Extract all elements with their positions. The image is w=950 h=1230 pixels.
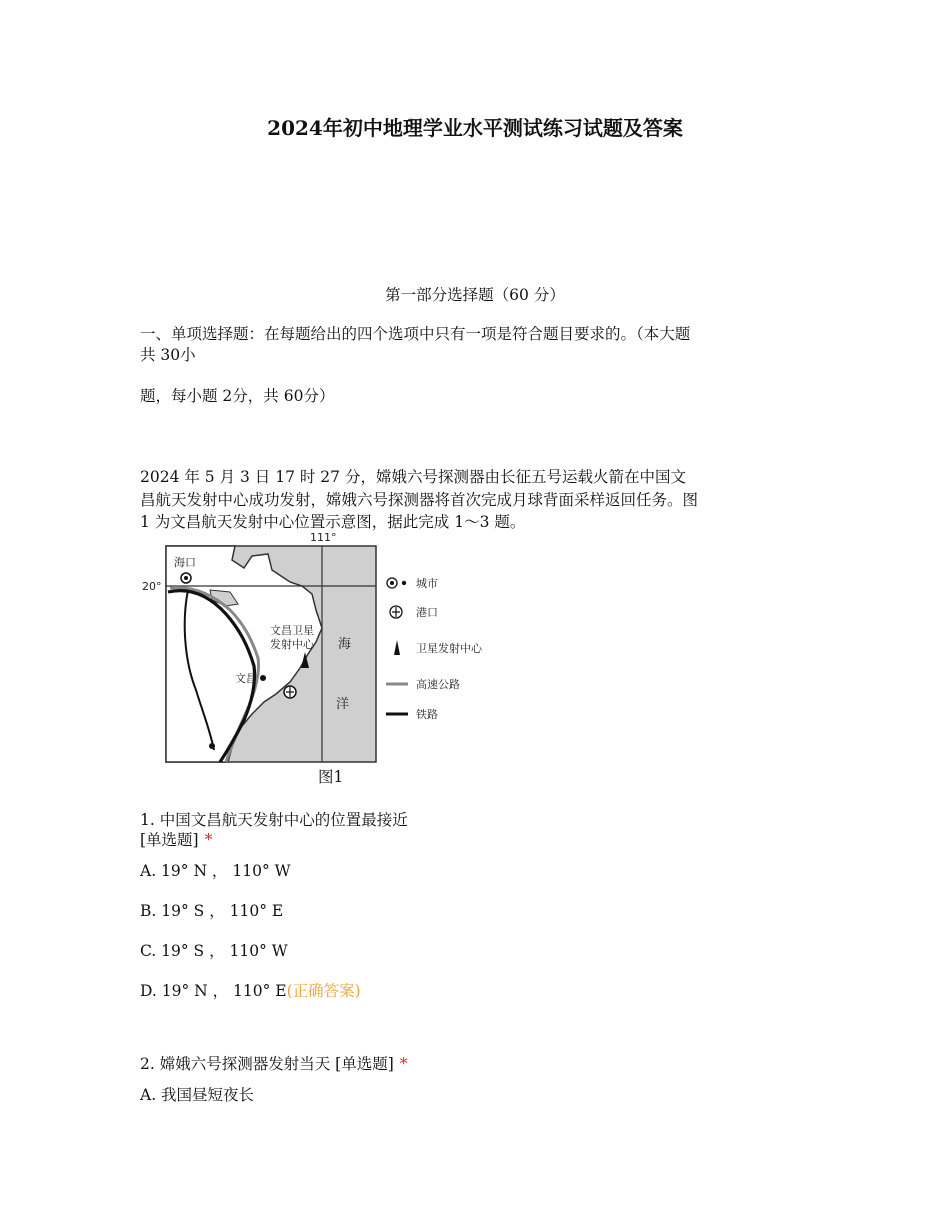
legend-highway-label: 高速公路 [416,678,460,691]
q2-option-a[interactable]: A. 我国昼短夜长 [140,1086,255,1104]
q1-stem: 1. 中国文昌航天发射中心的位置最接近 [140,811,408,829]
instruction-line-2: 共 30小 [140,346,196,364]
passage-line-1: 2024 年 5 月 3 日 17 时 27 分，嫦娥六号探测器由长征五号运载火箭在中国文 [140,468,686,486]
q1-option-d[interactable] [140,981,361,1002]
q1-option-d-text: D. 19° N ， 110° E [140,982,287,1000]
launch-center-label-1: 文昌卫星 [270,624,314,637]
instruction-line-1: 一、单项选择题：在每题给出的四个选项中只有一项是符合题目要求的。（本大题 [140,325,691,343]
q1-type: [单选题] [140,831,199,849]
haikou-label: 海口 [174,556,196,569]
section-title: 第一部分选择题（60 分） [385,286,565,304]
legend-port-label: 港口 [416,606,438,619]
q1-option-c[interactable]: C. 19° S ， 110° W [140,942,288,960]
q2-stem: 2. 嫦娥六号探测器发射当天 [单选题] [140,1055,394,1073]
launch-center-label-2: 发射中心 [270,638,314,651]
legend-city-inner [390,581,394,585]
legend-railway-label: 铁路 [416,708,438,721]
document-title: 2024年初中地理学业水平测试练习试题及答案 [267,116,683,140]
wenchang-city-icon [260,675,266,681]
required-star: * [399,1055,408,1073]
legend-city-dot [402,581,406,585]
q2-stem-row [140,1054,408,1075]
wenchang-label: 文昌 [235,672,257,685]
sea-label-2: 洋 [336,697,350,712]
correct-answer-note: (正确答案) [286,982,361,1000]
sea-label-1: 海 [338,637,352,652]
legend-launch-icon [394,640,400,655]
passage-line-3: 1 为文昌航天发射中心位置示意图，据此完成 1～3 题。 [140,513,526,531]
lon-label: 111° [310,531,337,544]
town-icon [209,743,215,749]
required-star: * [204,831,213,849]
legend-city-label: 城市 [416,577,438,590]
q1-option-b[interactable]: B. 19° S ， 110° E [140,902,284,920]
q1-option-a[interactable]: A. 19° N ， 110° W [140,862,291,880]
haikou-city-dot [184,576,188,580]
instruction-line-3: 题，每小题 2分，共 60分） [140,387,335,405]
figure-caption: 图1 [318,768,344,786]
passage-line-2: 昌航天发射中心成功发射，嫦娥六号探测器将首次完成月球背面采样返回任务。图 [140,491,699,509]
q1-type-row [140,830,212,851]
map-svg [140,530,500,766]
legend-launch-label: 卫星发射中心 [416,642,482,655]
location-map [140,530,500,766]
lat-label: 20° [142,580,162,593]
